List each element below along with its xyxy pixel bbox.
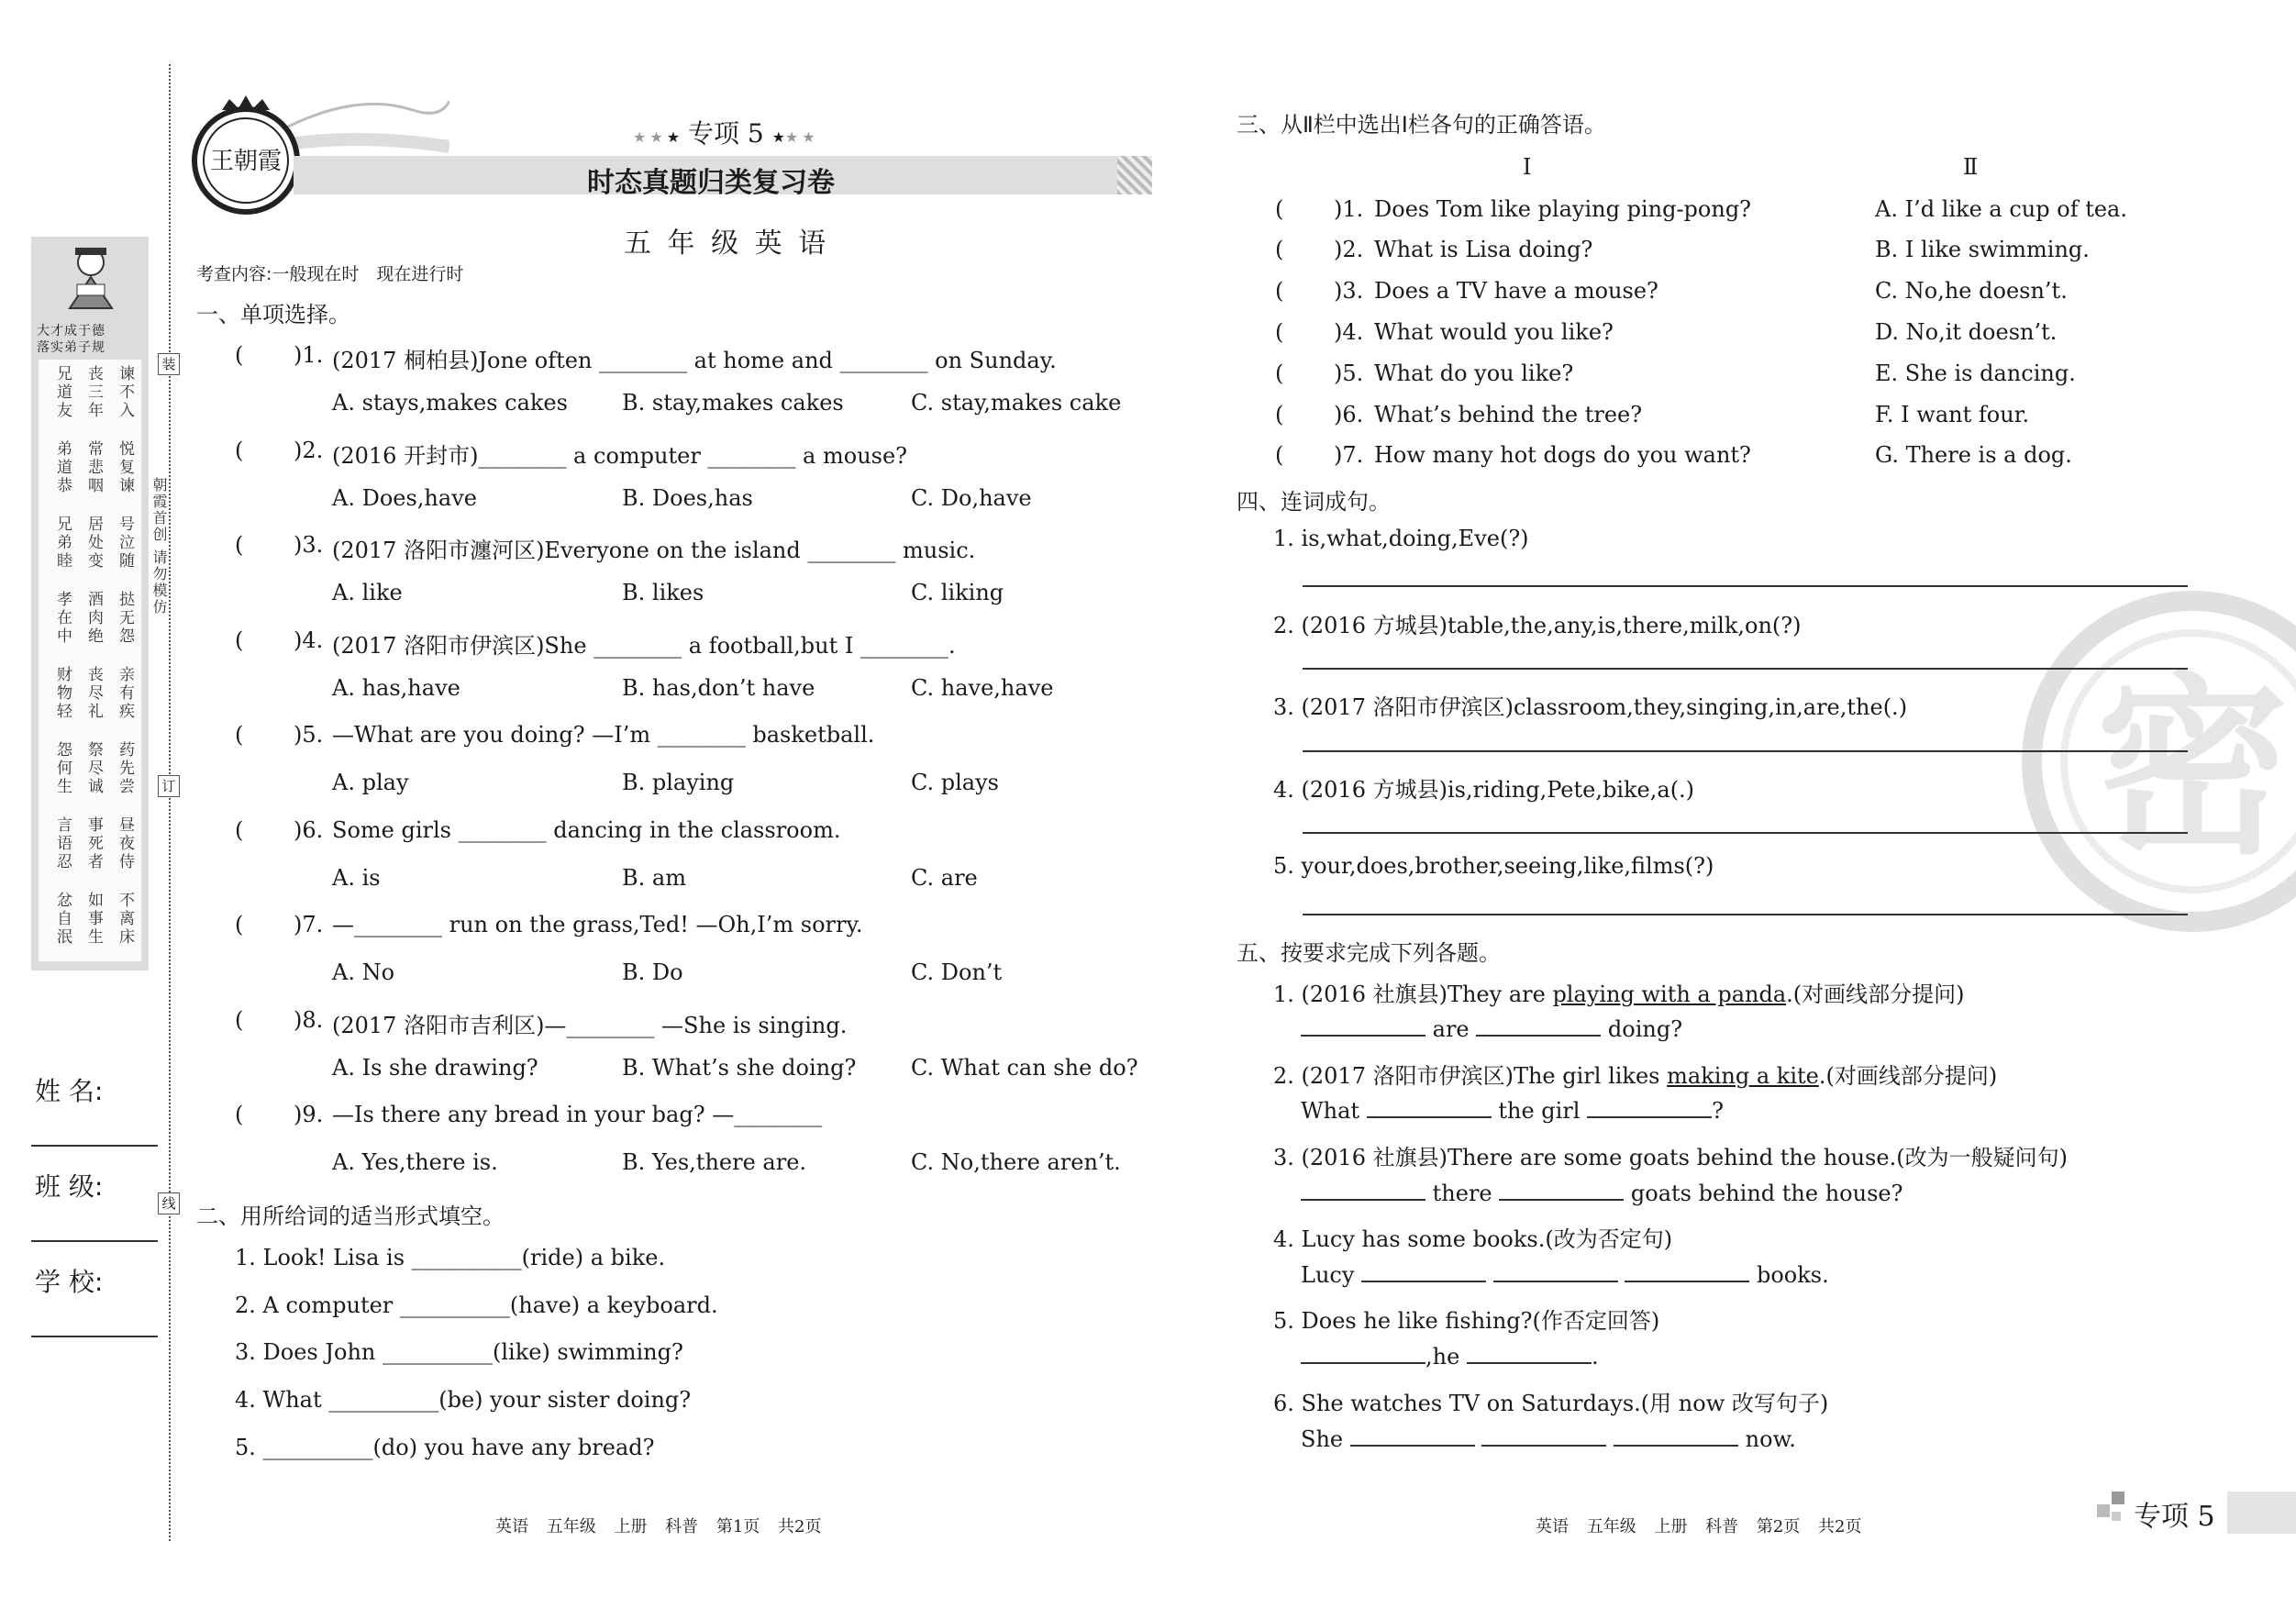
blank-input[interactable] xyxy=(1587,1098,1712,1118)
motto-col: 悦复谏 xyxy=(116,440,134,495)
match-question: What’s behind the tree? xyxy=(1374,402,1643,427)
blank-input[interactable] xyxy=(1367,1098,1492,1118)
mcq-question: (2017 洛阳市伊滨区)She ________ a football,but I ________. xyxy=(332,633,956,659)
transform-item-6: 6. She watches TV on Saturdays.(用 now 改写句子) xyxy=(1273,1391,1829,1416)
col1-heading: Ⅰ xyxy=(1523,154,1532,180)
motto-col: 言语忍 xyxy=(53,816,72,871)
motto-col: 常悲咽 xyxy=(84,440,103,495)
school-field[interactable] xyxy=(31,1336,158,1337)
option-a[interactable]: A. play xyxy=(332,770,409,795)
mcq-question: —What are you doing? —I’m ________ basketball. xyxy=(332,722,875,748)
mcq-question: —________ run on the grass,Ted! —Oh,I’m sorry. xyxy=(332,912,863,937)
corner-square xyxy=(2097,1504,2110,1517)
reorder-item-2: 2. (2016 方城县)table,the,any,is,there,milk,on(?) xyxy=(1273,613,1802,638)
motto-sidebar xyxy=(31,237,149,970)
blank-input[interactable] xyxy=(1476,1016,1601,1037)
fold-mark-2: 订 xyxy=(158,775,180,797)
blank-input[interactable] xyxy=(1493,1262,1618,1282)
motto-col: 如事生 xyxy=(84,892,103,947)
option-b[interactable]: B. stay,makes cakes xyxy=(622,390,844,416)
class-field[interactable] xyxy=(31,1240,158,1242)
blank-input[interactable] xyxy=(1499,1181,1624,1201)
banner-pattern xyxy=(1117,156,1152,194)
answer-line[interactable] xyxy=(1303,668,2188,670)
match-question: What is Lisa doing? xyxy=(1374,237,1593,262)
reorder-item-5: 5. your,does,brother,seeing,like,films(?) xyxy=(1273,853,1714,879)
seal-watermark-char: 密 xyxy=(2095,656,2290,881)
transform-answer-1: are doing? xyxy=(1301,1016,1682,1042)
blank-input[interactable] xyxy=(1625,1262,1749,1282)
match-question: How many hot dogs do you want? xyxy=(1374,442,1751,468)
mcq-question: (2016 开封市)________ a computer ________ a mouse? xyxy=(332,443,908,469)
fold-mark-1: 装 xyxy=(158,353,180,375)
match-answer[interactable]: F. I want four. xyxy=(1875,402,2030,427)
section2-title: 二、用所给词的适当形式填空。 xyxy=(196,1203,505,1229)
logo-text: 王朝霞 xyxy=(209,148,283,175)
blank-input[interactable] xyxy=(1481,1426,1606,1447)
transform-item-1: 1. (2016 社旗县)They are playing with a panda.(对画线部分提问) xyxy=(1273,981,1965,1007)
mcq-question: (2017 洛阳市瀍河区)Everyone on the island ________ music. xyxy=(332,538,976,563)
mcq-question: (2017 桐柏县)Jone often ________ at home and ________ on Sunday. xyxy=(332,348,1057,373)
option-a[interactable]: A. No xyxy=(332,959,395,985)
option-b[interactable]: B. has,don’t have xyxy=(622,675,815,701)
transform-item-4: 4. Lucy has some books.(改为否定句) xyxy=(1273,1226,1673,1252)
binding-dotted-line xyxy=(169,64,171,1541)
transform-answer-4: Lucy books. xyxy=(1301,1262,1829,1288)
transform-answer-2: What the girl ? xyxy=(1301,1098,1724,1124)
match-answer[interactable]: G. There is a dog. xyxy=(1875,442,2072,468)
mcq-question: —Is there any bread in your bag? —________ xyxy=(332,1102,823,1127)
series-label-text: 专项 5 xyxy=(687,118,764,149)
child-figure-icon xyxy=(59,244,123,317)
option-a[interactable]: A. stays,makes cakes xyxy=(332,390,568,416)
match-answer[interactable]: D. No,it doesn’t. xyxy=(1875,319,2058,345)
motto-col: 丧尽礼 xyxy=(84,666,103,721)
banner-title: 时态真题归类复习卷 xyxy=(587,167,835,199)
mcq-question: (2017 洛阳市吉利区)—________ —She is singing. xyxy=(332,1013,848,1038)
option-b[interactable]: B. playing xyxy=(622,770,735,795)
corner-bar xyxy=(2227,1492,2296,1534)
blank-input[interactable] xyxy=(1301,1344,1425,1364)
section1-title: 一、单项选择。 xyxy=(196,302,350,327)
motto-col: 兄弟睦 xyxy=(53,516,72,571)
transform-item-2: 2. (2017 洛阳市伊滨区)The girl likes making a kite.(对画线部分提问) xyxy=(1273,1063,1998,1089)
right-footer: 英语 五年级 上册 科普 第2页 共2页 xyxy=(1536,1517,1862,1536)
exam-scope: 考查内容:一般现在时 现在进行时 xyxy=(196,264,464,284)
option-b[interactable]: B. likes xyxy=(622,580,704,605)
fill-item-2[interactable]: 2. A computer __________(have) a keyboard. xyxy=(235,1292,718,1318)
motto-col: 祭尽诚 xyxy=(84,741,103,796)
motto-col: 昼夜侍 xyxy=(116,816,134,871)
school-label: 学 校: xyxy=(35,1267,104,1297)
reorder-item-3: 3. (2017 洛阳市伊滨区)classroom,they,singing,in,are,the(.) xyxy=(1273,694,1908,720)
blank-input[interactable] xyxy=(1350,1426,1475,1447)
blank-input[interactable] xyxy=(1301,1016,1425,1037)
answer-line[interactable] xyxy=(1303,585,2188,587)
match-answer[interactable]: E. She is dancing. xyxy=(1875,360,2076,386)
answer-line[interactable] xyxy=(1303,750,2188,752)
blank-input[interactable] xyxy=(1467,1344,1592,1364)
motto-col: 财物轻 xyxy=(53,666,72,721)
option-b[interactable]: B. Does,has xyxy=(622,485,753,511)
option-b[interactable]: B. What’s she doing? xyxy=(622,1055,857,1081)
left-footer: 英语 五年级 上册 科普 第1页 共2页 xyxy=(495,1517,822,1536)
option-c[interactable]: C. Don’t xyxy=(911,959,1003,985)
motto-col: 弟道恭 xyxy=(53,440,72,495)
match-answer[interactable]: C. No,he doesn’t. xyxy=(1875,278,2068,304)
match-question: What do you like? xyxy=(1374,360,1574,386)
underlined-phrase: making a kite xyxy=(1667,1063,1819,1089)
option-a[interactable]: A. is xyxy=(332,865,381,891)
motto-col: 亲有疾 xyxy=(116,666,134,721)
motto-col: 号泣随 xyxy=(116,516,134,571)
motto-col: 忿自泯 xyxy=(53,892,72,947)
option-c[interactable]: C. stay,makes cake xyxy=(911,390,1122,416)
section3-title: 三、从Ⅱ栏中选出Ⅰ栏各句的正确答语。 xyxy=(1237,112,1606,138)
fill-item-1[interactable]: 1. Look! Lisa is __________(ride) a bike. xyxy=(235,1245,666,1270)
motto-col: 丧三年 xyxy=(84,365,103,420)
fold-mark-3: 线 xyxy=(158,1192,180,1214)
col2-heading: Ⅱ xyxy=(1963,154,1979,180)
reorder-item-1: 1. is,what,doing,Eve(?) xyxy=(1273,526,1529,551)
blank-input[interactable] xyxy=(1301,1181,1425,1201)
name-field[interactable] xyxy=(31,1145,158,1147)
option-a[interactable]: A. Is she drawing? xyxy=(332,1055,538,1081)
subject-title: 五 年 级 英 语 xyxy=(624,227,830,260)
corner-square xyxy=(2112,1492,2124,1504)
transform-answer-5: ,he . xyxy=(1301,1344,1599,1370)
motto-text-panel xyxy=(39,360,141,961)
match-answer[interactable]: B. I like swimming. xyxy=(1875,237,2090,262)
reorder-item-4: 4. (2016 方城县)is,riding,Pete,bike,a(.) xyxy=(1273,777,1695,803)
option-a[interactable]: A. like xyxy=(332,580,403,605)
motto-col: 兄道友 xyxy=(53,365,72,420)
answer-line[interactable] xyxy=(1303,914,2188,915)
copyright-note: 朝霞首创 请勿模仿 xyxy=(150,477,168,616)
underlined-phrase: playing with a panda xyxy=(1552,981,1787,1007)
corner-label: 专项 5 xyxy=(2134,1501,2215,1533)
motto-col: 酒肉绝 xyxy=(84,591,103,646)
motto-col: 孝在中 xyxy=(53,591,72,646)
motto-col: 居处变 xyxy=(84,516,103,571)
motto-col: 谏不入 xyxy=(116,365,134,420)
motto-col: 怨何生 xyxy=(53,741,72,796)
option-c[interactable]: C. liking xyxy=(911,580,1004,605)
transform-item-5: 5. Does he like fishing?(作否定回答) xyxy=(1273,1308,1660,1334)
option-c[interactable]: C. No,there aren’t. xyxy=(911,1149,1121,1175)
name-label: 姓 名: xyxy=(35,1076,104,1106)
option-b[interactable]: B. Do xyxy=(622,959,683,985)
motto-line-1: 大才成于德 xyxy=(37,324,105,338)
fill-item-3[interactable]: 3. Does John __________(like) swimming? xyxy=(235,1339,683,1365)
option-b[interactable]: B. Yes,there are. xyxy=(622,1149,807,1175)
motto-col: 不离床 xyxy=(116,892,134,947)
transform-answer-6: She now. xyxy=(1301,1426,1796,1452)
fill-item-5[interactable]: 5. __________(do) you have any bread? xyxy=(235,1435,655,1460)
option-a[interactable]: A. Yes,there is. xyxy=(332,1149,498,1175)
motto-col: 事死者 xyxy=(84,816,103,871)
option-c[interactable]: C. plays xyxy=(911,770,999,795)
match-answer[interactable]: A. I’d like a cup of tea. xyxy=(1875,196,2127,222)
option-a[interactable]: A. has,have xyxy=(332,675,460,701)
section4-title: 四、连词成句。 xyxy=(1237,489,1391,515)
option-c[interactable]: C. have,have xyxy=(911,675,1054,701)
blank-input[interactable] xyxy=(1614,1426,1738,1447)
option-c[interactable]: C. What can she do? xyxy=(911,1055,1138,1081)
motto-line-2: 落实弟子规 xyxy=(37,340,105,355)
transform-item-3: 3. (2016 社旗县)There are some goats behind the house.(改为一般疑问句) xyxy=(1273,1145,2068,1170)
motto-col: 挞无怨 xyxy=(116,591,134,646)
match-question: What would you like? xyxy=(1374,319,1614,345)
seal-watermark xyxy=(2018,569,2296,954)
option-c[interactable]: C. are xyxy=(911,865,978,891)
blank-input[interactable] xyxy=(1361,1262,1486,1282)
corner-square xyxy=(2112,1512,2121,1521)
option-b[interactable]: B. am xyxy=(622,865,686,891)
section5-title: 五、按要求完成下列各题。 xyxy=(1237,940,1501,966)
answer-line[interactable] xyxy=(1303,832,2188,834)
match-question: Does Tom like playing ping-pong? xyxy=(1374,196,1752,222)
option-c[interactable]: C. Do,have xyxy=(911,485,1032,511)
class-label: 班 级: xyxy=(35,1171,104,1202)
series-label: ★★★ 专项 5 ★★★ xyxy=(633,118,819,149)
option-a[interactable]: A. Does,have xyxy=(332,485,477,511)
match-question: Does a TV have a mouse? xyxy=(1374,278,1658,304)
mcq-question: Some girls ________ dancing in the classroom. xyxy=(332,817,841,843)
motto-col: 药先尝 xyxy=(116,741,134,796)
fill-item-4[interactable]: 4. What __________(be) your sister doing? xyxy=(235,1387,692,1413)
transform-answer-3: there goats behind the house? xyxy=(1301,1181,1902,1206)
